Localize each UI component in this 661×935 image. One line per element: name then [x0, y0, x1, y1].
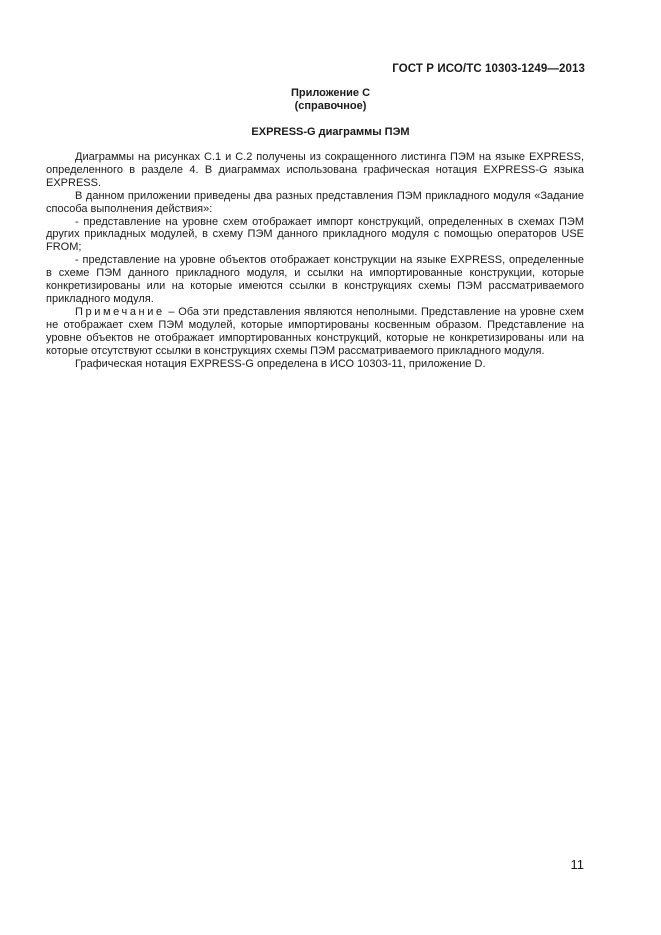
- list-item: - представление на уровне схем отображает импорт конструкций, определенных в схемах ПЭМ других прикладных модулей, в схему ПЭМ данного прикладного модуля с помощью операторов USE FROM;: [46, 215, 584, 254]
- note-paragraph: [46, 306, 584, 358]
- annex-status: (справочное): [294, 100, 367, 112]
- annex-title: Приложение С: [290, 87, 371, 99]
- note-label: Примечание: [75, 305, 165, 318]
- paragraph: В данном приложении приведены два разных представления ПЭМ прикладного модуля «Задание способа выполнения действия»:: [46, 189, 584, 215]
- paragraph: Графическая нотация EXPRESS-G определена в ИСО 10303-11, приложение D.: [75, 357, 486, 370]
- note-text: – Оба эти представления являются неполными. Представление на уровне схем не отображает схем ПЭМ модулей, которые импортированы косвенным образом. Представление на уровне объектов не отображает импортированных конструкций, которые не конкретизированы или на которые отсутствуют ссылки в конструкциях схемы ПЭМ рассматриваемого прикладного модуля.: [46, 305, 584, 357]
- document-code: ГОСТ Р ИСО/ТС 10303-1249—2013: [392, 63, 585, 75]
- page-number: 11: [570, 857, 584, 872]
- list-item: - представление на уровне объектов отображает конструкции на языке EXPRESS, определенные в схеме ПЭМ данного прикладного модуля, и ссылки на импортированные конструкции, которые конкретизированы или на которые имеются ссылки в конструкциях схемы ПЭМ рассматриваемого прикладного модуля.: [46, 254, 584, 305]
- paragraph: Диаграммы на рисунках С.1 и С.2 получены из сокращенного листинга ПЭМ на языке EXPRESS, определенного в разделе 4. В диаграммах использована графическая нотация EXPRESS-G языка EXPRESS.: [46, 151, 584, 189]
- body-text: [46, 151, 584, 370]
- annex-heading: [0, 87, 661, 113]
- section-title: EXPRESS-G диаграммы ПЭМ: [251, 126, 410, 138]
